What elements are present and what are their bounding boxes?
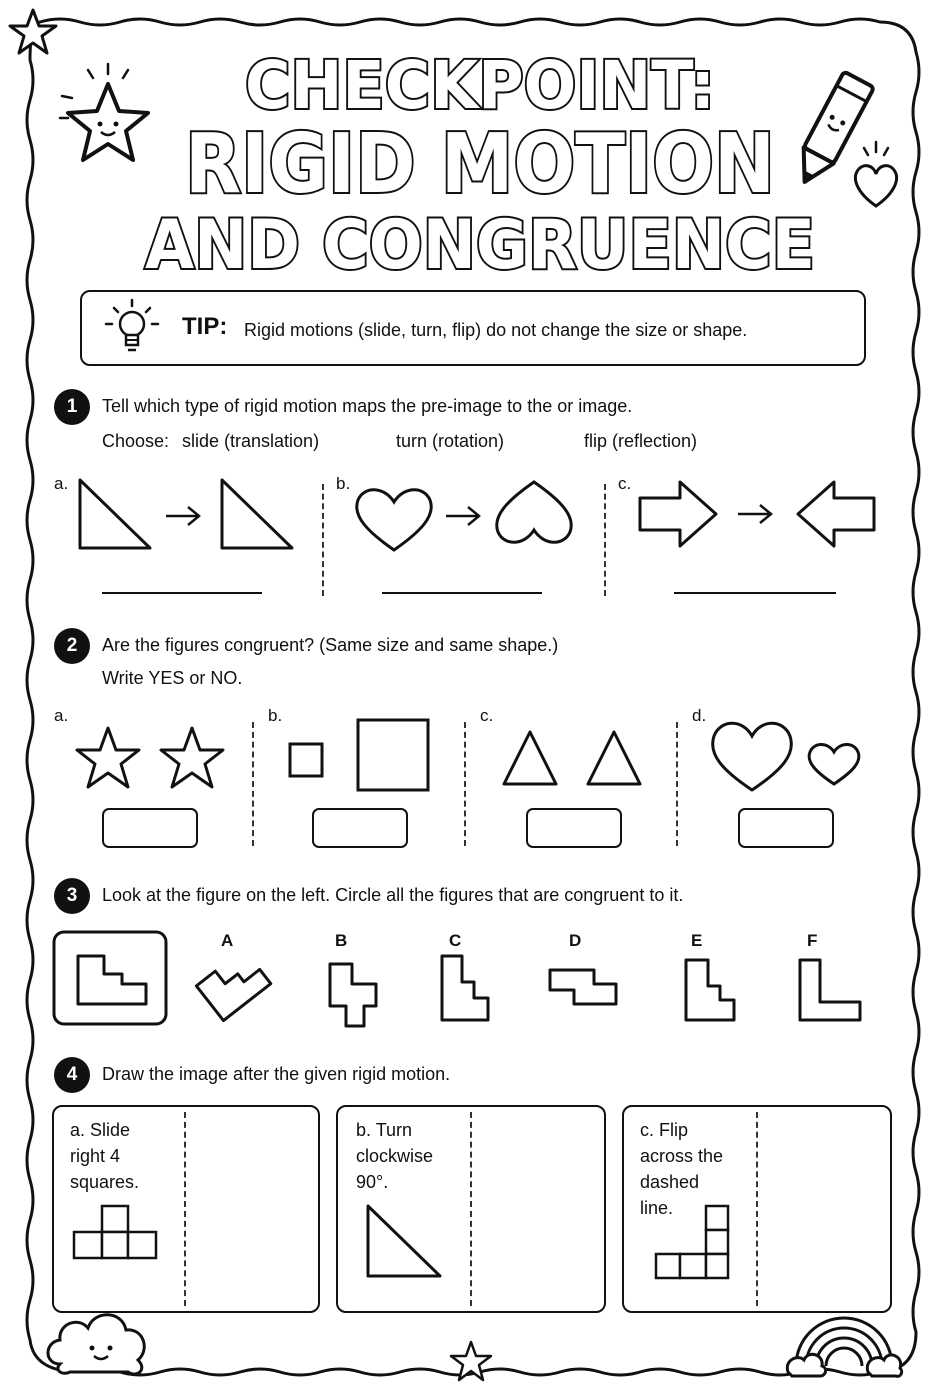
title-line-2: RIGID MOTION (185, 117, 775, 212)
q2-item-d-label: d. (692, 706, 707, 725)
question-2-number: 2 (54, 628, 90, 664)
q1a-answer-line[interactable] (102, 592, 262, 594)
q3-option-d-figure (550, 970, 616, 1004)
q2b-answer-box[interactable] (312, 808, 408, 848)
q2-divider-1 (252, 722, 254, 846)
question-1-number: 1 (54, 389, 90, 425)
q4a-instruction: a. Slide right 4 squares. (70, 1120, 140, 1192)
lightbulb-icon (100, 298, 164, 358)
q3-option-a-label: A (221, 931, 234, 950)
q1-item-b-label: b. (336, 474, 351, 493)
question-2-instruction: Write YES or NO. (102, 668, 243, 688)
q1-divider-2 (604, 484, 606, 596)
q4a-figure (74, 1206, 156, 1258)
bottom-star-icon (446, 1338, 496, 1388)
title-line-1: CHECKPOINT: (245, 47, 715, 124)
q3-option-d-label: D (569, 931, 582, 950)
q2b-large-square (358, 720, 428, 790)
q1a-preimage-triangle (80, 480, 150, 548)
cloud-icon (40, 1300, 160, 1380)
tip-text: Rigid motions (slide, turn, flip) do not change the size or shape. (244, 320, 748, 340)
q2-figures (0, 710, 944, 800)
corner-star-icon (6, 6, 60, 60)
q3-option-f-label: F (807, 931, 818, 950)
tip-label: TIP: (182, 313, 228, 340)
choose-label: Choose: (102, 431, 170, 451)
q2a-answer-box[interactable] (102, 808, 198, 848)
worksheet-title (120, 36, 840, 286)
q1c-answer-line[interactable] (674, 592, 836, 594)
q1-item-c-label: c. (618, 474, 632, 493)
question-1-prompt: Tell which type of rigid motion maps the pre-image to the or image. (102, 396, 633, 416)
q1c-preimage-arrow (640, 482, 716, 546)
q1b-arrow-icon (446, 507, 479, 525)
question-3-number: 3 (54, 878, 90, 914)
q4-figures (0, 1196, 944, 1296)
q2-item-b-label: b. (268, 706, 283, 725)
q4b-instruction: b. Turn clockwise 90°. (356, 1120, 434, 1192)
choice-turn: turn (rotation) (396, 431, 505, 451)
q3-option-c-label: C (449, 931, 462, 950)
q3-figures (0, 928, 944, 1038)
q2-item-a-label: a. (54, 706, 69, 725)
q1-figures (0, 460, 944, 570)
q3-option-a-figure (196, 949, 270, 1021)
q3-option-e-figure (686, 960, 734, 1020)
q1c-image-arrow (798, 482, 874, 546)
q3-option-b-figure (330, 964, 376, 1026)
choice-slide: slide (translation) (182, 431, 320, 451)
q3-option-b-label: B (335, 931, 348, 950)
q1b-answer-line[interactable] (382, 592, 542, 594)
q2c-triangle-1 (504, 732, 556, 784)
q2-divider-3 (676, 722, 678, 846)
q2a-star-1 (77, 728, 139, 787)
question-4-number: 4 (54, 1057, 90, 1093)
heart-icon (846, 136, 906, 216)
q1c-arrow-icon (738, 505, 771, 523)
q2d-large-heart (713, 723, 792, 790)
q3-option-c-figure (442, 956, 488, 1020)
q1-item-a-label: a. (54, 474, 69, 493)
rainbow-icon (784, 1292, 904, 1382)
q1a-image-triangle (222, 480, 292, 548)
q1a-arrow-icon (166, 507, 199, 525)
q2b-small-square (290, 744, 322, 776)
q4c-instruction: c. Flip across the dashed line. (640, 1120, 724, 1218)
question-4-prompt: Draw the image after the given rigid motion. (102, 1064, 451, 1084)
q2d-small-heart (809, 745, 859, 785)
question-2-prompt: Are the figures congruent? (Same size and same shape.) (102, 635, 559, 655)
q2d-answer-box[interactable] (738, 808, 834, 848)
q1b-preimage-heart (357, 490, 432, 550)
question-3-prompt: Look at the figure on the left. Circle all the figures that are congruent to it. (102, 885, 684, 905)
q3-option-e-label: E (691, 931, 703, 950)
q2-divider-2 (464, 722, 466, 846)
q4c-figure (656, 1206, 728, 1278)
q1b-image-heart (497, 482, 572, 542)
q2c-triangle-2 (588, 732, 640, 784)
q2-item-c-label: c. (480, 706, 494, 725)
q4b-figure (368, 1206, 440, 1276)
q3-option-f-figure (800, 960, 860, 1020)
choice-flip: flip (reflection) (584, 431, 698, 451)
q2a-star-2 (161, 728, 223, 787)
q2c-answer-box[interactable] (526, 808, 622, 848)
q1-divider-1 (322, 484, 324, 596)
title-line-3: AND CONGRUENCE (145, 206, 815, 285)
